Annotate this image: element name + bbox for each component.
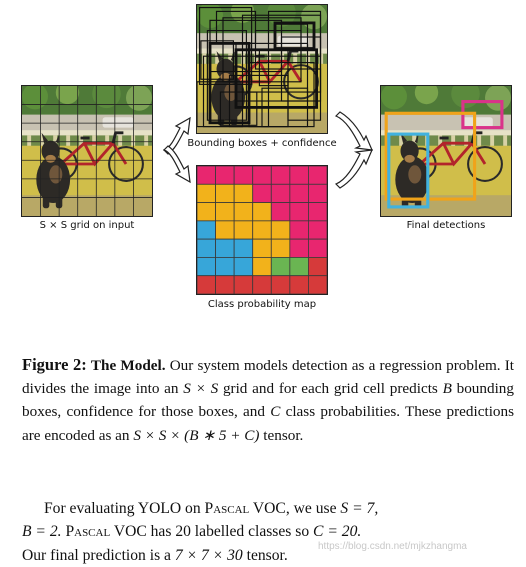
class-cell	[234, 221, 253, 239]
para-text-1: For evaluating YOLO on	[44, 500, 201, 517]
class-cell	[216, 166, 235, 184]
caption-math-tensor: S × S × (B ∗ 5 + C)	[133, 426, 260, 444]
class-cell	[271, 221, 290, 239]
input-grid-label: S × S grid on input	[39, 220, 135, 231]
para-text-4: Our final prediction is a	[22, 546, 171, 564]
class-cell	[271, 239, 290, 257]
class-cell	[253, 166, 272, 184]
class-cell	[216, 257, 235, 275]
class-cell	[271, 203, 290, 221]
class-cell	[308, 221, 327, 239]
class-cell	[234, 239, 253, 257]
class-cell	[290, 257, 309, 275]
para-pascal-2: Pascal	[65, 523, 111, 541]
class-cell	[308, 184, 327, 202]
class-cell	[271, 184, 290, 202]
class-cell	[271, 257, 290, 275]
merge-arrows-icon	[332, 110, 376, 190]
caption-math-sxs: S × S	[183, 380, 219, 398]
class-cell	[234, 257, 253, 275]
caption-text-4: class probabilities. These predictions are encoded as an	[22, 403, 515, 444]
caption-text-5: tensor.	[263, 426, 304, 444]
class-cell	[197, 166, 216, 184]
class-cell	[216, 239, 235, 257]
class-cell	[197, 276, 216, 294]
class-cell	[197, 184, 216, 202]
class-cell	[253, 276, 272, 294]
class-cell	[290, 203, 309, 221]
class-cell	[308, 276, 327, 294]
split-arrows-icon	[160, 110, 198, 190]
para-math-b: B = 2.	[22, 523, 62, 541]
class-probability-label: Class probability map	[207, 299, 317, 310]
para-text-3: VOC has 20 labelled classes so	[113, 523, 310, 541]
figure-caption	[22, 353, 514, 447]
class-cell	[216, 276, 235, 294]
caption-text-3: bounding boxes, confidence for those boxes, and	[22, 380, 514, 421]
bounding-boxes-image	[196, 4, 328, 134]
class-cell	[234, 276, 253, 294]
class-cell	[234, 184, 253, 202]
class-cell	[197, 203, 216, 221]
class-cell	[197, 221, 216, 239]
para-pascal-1: Pascal	[204, 500, 250, 517]
class-cell	[234, 166, 253, 184]
para-text-5: tensor.	[246, 546, 288, 564]
class-cell	[308, 257, 327, 275]
class-cell	[253, 221, 272, 239]
class-cell	[271, 166, 290, 184]
final-detections-image	[380, 85, 512, 217]
figure-number: Figure 2:	[22, 355, 87, 374]
class-cell	[253, 203, 272, 221]
class-cell	[216, 221, 235, 239]
class-cell	[197, 239, 216, 257]
class-probability-map	[196, 165, 328, 295]
para-math-tensor: 7 × 7 × 30	[174, 546, 243, 564]
class-cell	[197, 257, 216, 275]
class-cell	[308, 166, 327, 184]
class-cell	[234, 203, 253, 221]
class-cell	[290, 166, 309, 184]
para-math-c: C = 20.	[313, 523, 362, 541]
watermark-text: https://blog.csdn.net/mjkzhangma	[318, 541, 467, 552]
class-cell	[253, 257, 272, 275]
class-cell	[290, 221, 309, 239]
class-cell	[290, 184, 309, 202]
caption-text-2: grid and for each grid cell predicts	[222, 380, 438, 398]
caption-math-c: C	[270, 403, 281, 421]
para-math-s: S = 7,	[340, 500, 379, 517]
final-detections-label: Final detections	[406, 220, 486, 231]
class-cell	[308, 239, 327, 257]
class-cell	[253, 184, 272, 202]
body-paragraph	[22, 497, 514, 567]
caption-text-1: Our system models detection as a regression problem. It divides the image into an	[22, 357, 515, 398]
caption-math-b: B	[442, 380, 452, 398]
para-text-2: VOC, we use	[252, 500, 337, 517]
bounding-boxes-label: Bounding boxes + confidence	[187, 138, 337, 149]
class-cell	[308, 203, 327, 221]
class-cell	[253, 239, 272, 257]
input-grid-image	[21, 85, 153, 217]
caption-title: The Model.	[90, 357, 166, 374]
class-cell	[216, 203, 235, 221]
class-cell	[290, 276, 309, 294]
class-cell	[271, 276, 290, 294]
class-cell	[290, 239, 309, 257]
class-cell	[216, 184, 235, 202]
